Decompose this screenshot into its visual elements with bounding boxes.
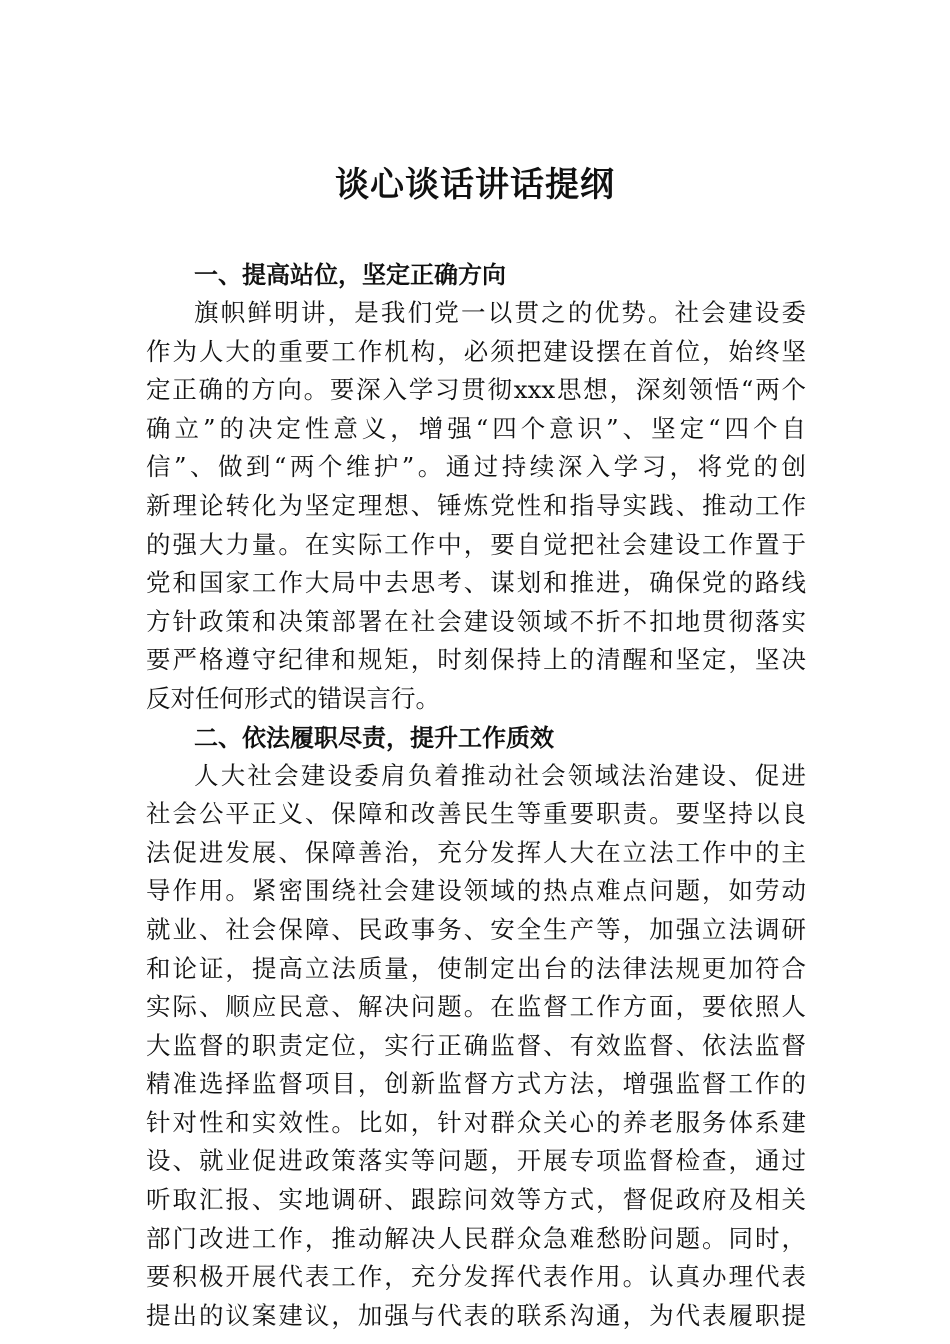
section-paragraph-2 [146, 757, 806, 1336]
paragraph-line: 针对性和实效性。比如，针对群众关心的养老服务体系建 [146, 1107, 806, 1137]
paragraph-line: 人大社会建设委肩负着推动社会领域法治建设、促进 [194, 760, 806, 790]
paragraph-line: 党和国家工作大局中去思考、谋划和推进，确保党的路线 [146, 568, 806, 598]
paragraph-line: 方针政策和决策部署在社会建设领域不折不扣地贯彻落实 [146, 606, 806, 636]
paragraph-line: 要严格遵守纪律和规矩，时刻保持上的清醒和坚定，坚决 [146, 645, 806, 675]
paragraph-line: 设、就业促进政策落实等问题，开展专项监督检查，通过 [146, 1146, 806, 1176]
paragraph-line: 反对任何形式的错误言行。 [146, 683, 440, 713]
paragraph-line: 大监督的职责定位，实行正确监督、有效监督、依法监督 [146, 1030, 806, 1060]
paragraph-line: 实际、顺应民意、解决问题。在监督工作方面，要依照人 [146, 992, 806, 1022]
paragraph-line: 精准选择监督项目，创新监督方式方法，增强监督工作的 [146, 1069, 806, 1099]
paragraph-line: 要积极开展代表工作，充分发挥代表作用。认真办理代表 [146, 1262, 806, 1292]
paragraph-line: 定正确的方向。要深入学习贯彻xxx思想，深刻领悟“两个 [146, 375, 806, 405]
paragraph-line: 社会公平正义、保障和改善民生等重要职责。要坚持以良 [146, 799, 806, 829]
paragraph-line: 和论证，提高立法质量，使制定出台的法律法规更加符合 [146, 953, 806, 983]
paragraph-line: 旗帜鲜明讲，是我们党一以贯之的优势。社会建设委 [194, 298, 806, 327]
document-title: 谈心谈话讲话提纲 [335, 165, 615, 205]
section-heading-2: 二、依法履职尽责，提升工作质效 [194, 723, 554, 752]
paragraph-line: 法促进发展、保障善治，充分发挥人大在立法工作中的主 [146, 837, 806, 867]
paragraph-line: 导作用。紧密围绕社会建设领域的热点难点问题，如劳动 [146, 876, 806, 906]
section-paragraph-1 [146, 294, 806, 719]
paragraph-line: 就业、社会保障、民政事务、安全生产等，加强立法调研 [146, 914, 806, 944]
paragraph-line: 听取汇报、实地调研、跟踪问效等方式，督促政府及相关 [146, 1185, 806, 1215]
paragraph-line: 新理论转化为坚定理想、锤炼党性和指导实践、推动工作 [146, 490, 806, 520]
paragraph-line: 的强大力量。在实际工作中，要自觉把社会建设工作置于 [146, 529, 806, 559]
document-body [146, 256, 806, 1335]
paragraph-line: 部门改进工作，推动解决人民群众急难愁盼问题。同时， [146, 1223, 806, 1253]
paragraph-line: 提出的议案建议，加强与代表的联系沟通，为代表履职提 [146, 1300, 806, 1330]
section-heading-1: 一、提高站位，坚定正确方向 [194, 261, 506, 289]
paragraph-line: 确立”的决定性意义，增强“四个意识”、坚定“四个自 [146, 413, 806, 443]
paragraph-line: 信”、做到“两个维护”。通过持续深入学习，将党的创 [146, 452, 806, 482]
paragraph-line: 作为人大的重要工作机构，必须把建设摆在首位，始终坚 [146, 336, 806, 366]
